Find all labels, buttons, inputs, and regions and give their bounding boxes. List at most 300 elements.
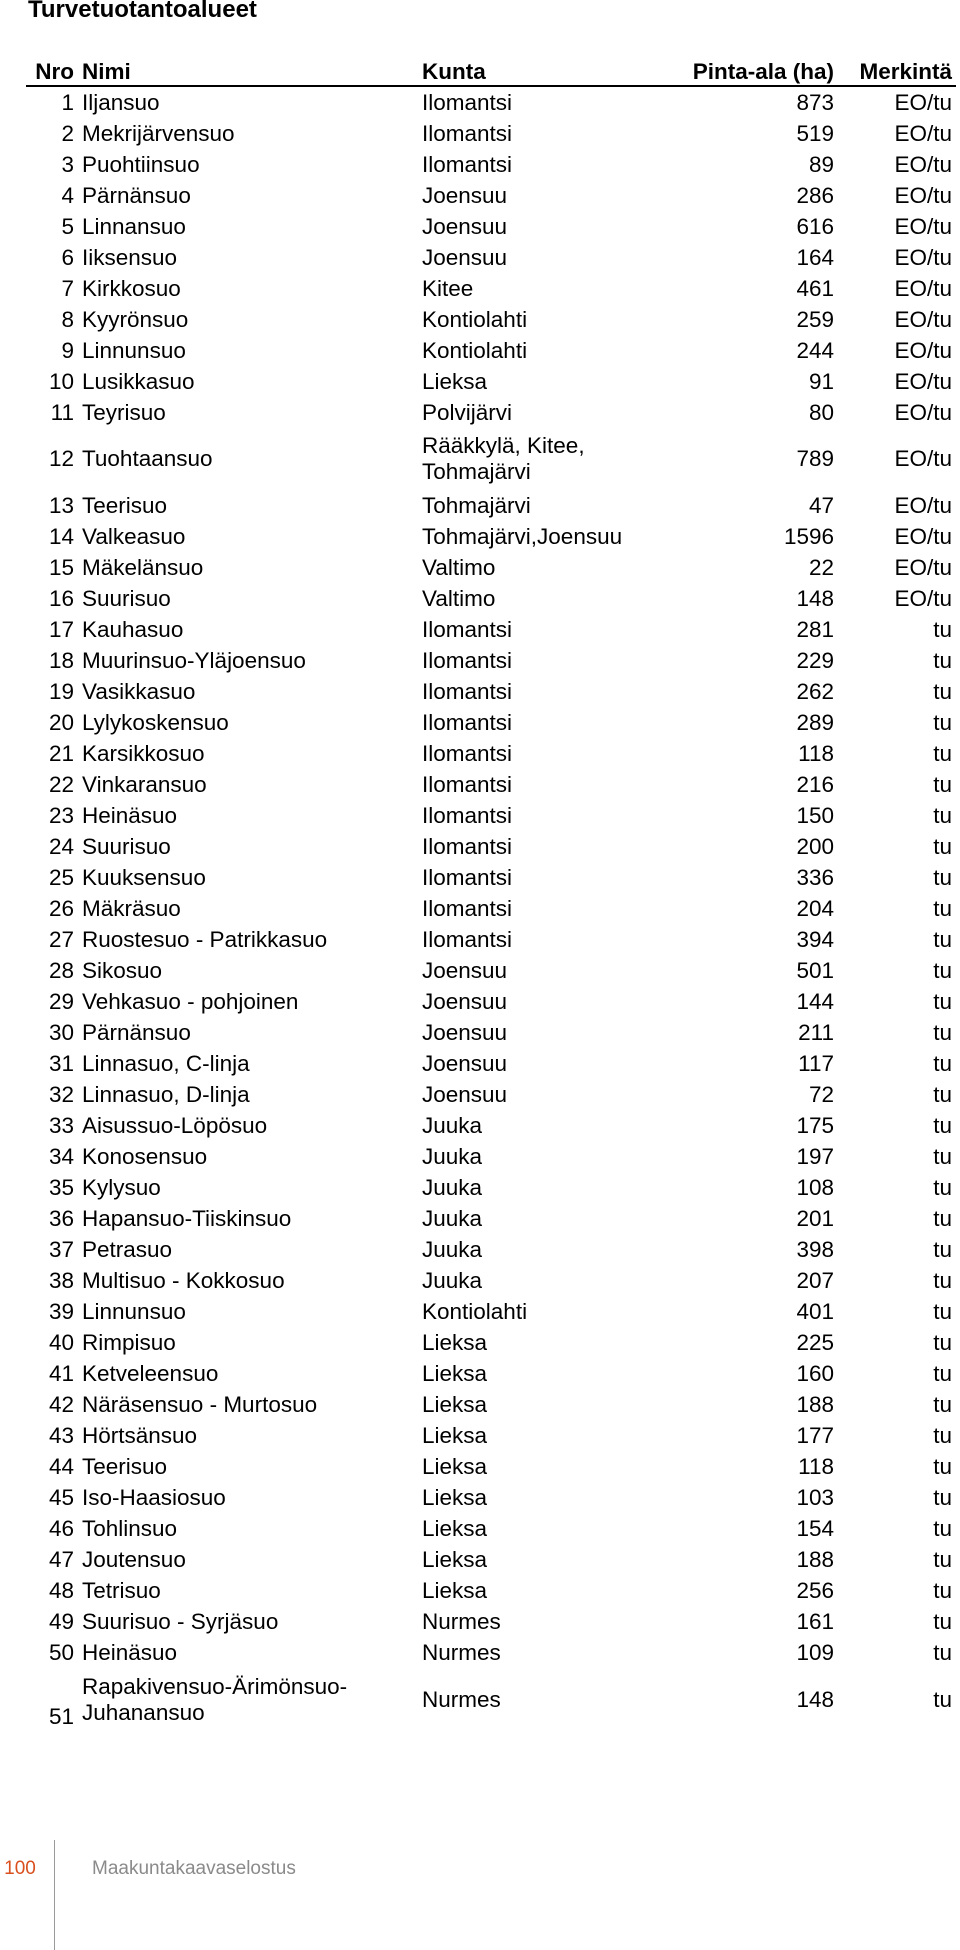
cell-merkinta: EO/tu	[894, 244, 952, 270]
cell-kunta: Lieksa	[422, 1360, 488, 1386]
table-row	[26, 676, 956, 707]
cell-kunta: Juuka	[422, 1143, 483, 1169]
cell-kunta: Ilomantsi	[422, 647, 513, 673]
cell-kunta: Joensuu	[422, 213, 508, 239]
cell-nro: 33	[48, 1112, 74, 1138]
header-nro: Nro	[26, 58, 82, 86]
cell-area: 519	[796, 120, 834, 146]
cell-merkinta: tu	[933, 1050, 952, 1076]
table-row	[26, 1110, 956, 1141]
cell-nro: 31	[48, 1050, 74, 1076]
cell-kunta: Lieksa	[422, 1422, 488, 1448]
table-row	[26, 1079, 956, 1110]
cell-kunta: Juuka	[422, 1267, 483, 1293]
cell-merkinta: EO/tu	[894, 554, 952, 580]
cell-area: 161	[796, 1608, 834, 1634]
cell-nro: 26	[48, 895, 74, 921]
cell-nro: 40	[48, 1329, 74, 1355]
cell-kunta: Lieksa	[422, 1329, 488, 1355]
cell-kunta: Juuka	[422, 1236, 483, 1262]
cell-merkinta: EO/tu	[894, 151, 952, 177]
cell-kunta: Lieksa	[422, 1515, 488, 1541]
cell-nimi: Mekrijärvensuo	[82, 120, 235, 146]
cell-area: 289	[796, 709, 834, 735]
header-nimi: Nimi	[82, 58, 422, 86]
cell-area: 118	[798, 740, 834, 766]
cell-nimi: Kauhasuo	[82, 616, 184, 642]
cell-area: 177	[796, 1422, 834, 1448]
footer-title: Maakuntakaavaselostus	[92, 1858, 296, 1879]
cell-nro: 47	[48, 1546, 74, 1572]
cell-kunta: Joensuu	[422, 957, 508, 983]
cell-nro: 2	[61, 120, 74, 146]
table-row	[26, 1451, 956, 1482]
cell-nimi: Linnansuo	[82, 213, 186, 239]
cell-nimi: Iljansuo	[82, 89, 160, 115]
cell-merkinta: tu	[933, 926, 952, 952]
cell-nro: 3	[61, 151, 74, 177]
cell-nro: 10	[48, 368, 74, 394]
cell-nimi: Kyyrönsuo	[82, 306, 189, 332]
cell-area: 201	[796, 1205, 834, 1231]
table-row	[26, 242, 956, 273]
table-header-row	[26, 58, 956, 86]
cell-merkinta: tu	[933, 1081, 952, 1107]
cell-kunta: Joensuu	[422, 182, 508, 208]
cell-nro: 38	[48, 1267, 74, 1293]
cell-kunta: Joensuu	[422, 1019, 508, 1045]
cell-nimi: Linnunsuo	[82, 337, 186, 363]
cell-merkinta: EO/tu	[894, 492, 952, 518]
cell-area: 148	[796, 585, 834, 611]
table-row	[26, 1358, 956, 1389]
cell-nro: 16	[48, 585, 74, 611]
cell-area: 117	[798, 1050, 834, 1076]
header-merkinta: Merkintä	[834, 58, 956, 86]
cell-area: 175	[796, 1112, 834, 1138]
cell-area: 160	[796, 1360, 834, 1386]
cell-kunta: Nurmes	[422, 1639, 501, 1665]
cell-merkinta: EO/tu	[894, 306, 952, 332]
cell-nimi: Teerisuo	[82, 1453, 168, 1479]
table-row	[26, 180, 956, 211]
cell-nimi: Konosensuo	[82, 1143, 208, 1169]
cell-nro: 51	[48, 1704, 74, 1729]
cell-area: 873	[796, 89, 834, 115]
table-row	[26, 1513, 956, 1544]
table-row	[26, 521, 956, 552]
cell-nro: 34	[48, 1143, 74, 1169]
cell-area: 154	[796, 1515, 834, 1541]
table-row	[26, 986, 956, 1017]
cell-area: 47	[808, 492, 834, 518]
cell-merkinta: tu	[933, 616, 952, 642]
cell-nimi: Iiksensuo	[82, 244, 178, 270]
cell-kunta: Lieksa	[422, 368, 488, 394]
table-row	[26, 614, 956, 645]
table-row	[26, 490, 956, 521]
cell-kunta: Nurmes	[422, 1608, 501, 1634]
table-row	[26, 1575, 956, 1606]
cell-kunta: Juuka	[422, 1112, 483, 1138]
cell-nimi: Pärnänsuo	[82, 182, 191, 208]
cell-nimi: Valkeasuo	[82, 523, 186, 549]
cell-nimi: Mäkräsuo	[82, 895, 181, 921]
cell-area: 103	[796, 1484, 834, 1510]
table-row	[26, 924, 956, 955]
cell-kunta: Nurmes	[422, 1687, 501, 1712]
cell-kunta: Lieksa	[422, 1577, 488, 1603]
table-row	[26, 1327, 956, 1358]
table-row	[26, 118, 956, 149]
cell-nimi: Ruostesuo - Patrikkasuo	[82, 926, 328, 952]
cell-kunta: Polvijärvi	[422, 399, 513, 425]
cell-nimi: Pärnänsuo	[82, 1019, 191, 1045]
cell-nimi: Suurisuo	[82, 585, 171, 611]
cell-merkinta: EO/tu	[894, 182, 952, 208]
cell-area: 72	[808, 1081, 834, 1107]
cell-area: 401	[796, 1298, 834, 1324]
cell-kunta: Kontiolahti	[422, 1298, 528, 1324]
cell-merkinta: tu	[933, 1236, 952, 1262]
cell-nro: 22	[48, 771, 74, 797]
table-row	[26, 1637, 956, 1668]
cell-nro: 12	[48, 446, 74, 471]
cell-nimi: Karsikkosuo	[82, 740, 205, 766]
cell-kunta: Juuka	[422, 1174, 483, 1200]
cell-nimi: Kylysuo	[82, 1174, 161, 1200]
header-area: Pinta-ala (ha)	[652, 58, 834, 86]
cell-merkinta: EO/tu	[894, 275, 952, 301]
cell-kunta: Kontiolahti	[422, 337, 528, 363]
cell-merkinta: EO/tu	[894, 399, 952, 425]
table-row	[26, 552, 956, 583]
table-row	[26, 1203, 956, 1234]
cell-merkinta: tu	[933, 1267, 952, 1293]
cell-nimi: Vasikkasuo	[82, 678, 196, 704]
cell-kunta: Ilomantsi	[422, 709, 513, 735]
cell-area: 336	[796, 864, 834, 890]
cell-nimi: Lylykoskensuo	[82, 709, 229, 735]
table-row	[26, 1389, 956, 1420]
cell-nimi: Näräsensuo - Murtosuo	[82, 1391, 318, 1417]
table-row	[26, 1234, 956, 1265]
cell-area: 216	[796, 771, 834, 797]
cell-nro: 4	[61, 182, 74, 208]
cell-nimi: Teyrisuo	[82, 399, 166, 425]
cell-kunta: Ilomantsi	[422, 120, 513, 146]
cell-merkinta: EO/tu	[894, 213, 952, 239]
cell-merkinta: tu	[933, 988, 952, 1014]
cell-area: 80	[808, 399, 834, 425]
table-row	[26, 397, 956, 428]
table-row	[26, 831, 956, 862]
cell-area: 22	[808, 554, 834, 580]
cell-nro: 25	[48, 864, 74, 890]
cell-kunta: Ilomantsi	[422, 926, 513, 952]
cell-kunta: Joensuu	[422, 1050, 508, 1076]
cell-nro: 46	[48, 1515, 74, 1541]
cell-area: 256	[796, 1577, 834, 1603]
cell-merkinta: EO/tu	[894, 120, 952, 146]
cell-area: 144	[796, 988, 834, 1014]
cell-area: 1596	[783, 523, 834, 549]
cell-nro: 39	[48, 1298, 74, 1324]
cell-kunta: Lieksa	[422, 1453, 488, 1479]
cell-nimi: Petrasuo	[82, 1236, 173, 1262]
cell-merkinta: tu	[933, 1577, 952, 1603]
cell-merkinta: tu	[933, 1019, 952, 1045]
cell-merkinta: tu	[933, 1484, 952, 1510]
cell-nro: 36	[48, 1205, 74, 1231]
table-row	[26, 335, 956, 366]
cell-nimi: Tohlinsuo	[82, 1515, 178, 1541]
cell-nimi: Kuuksensuo	[82, 864, 206, 890]
cell-nro: 35	[48, 1174, 74, 1200]
table-row	[26, 366, 956, 397]
cell-nro: 50	[48, 1639, 74, 1665]
table-row	[26, 738, 956, 769]
cell-merkinta: tu	[933, 957, 952, 983]
cell-nro: 49	[48, 1608, 74, 1634]
table-row	[26, 1017, 956, 1048]
cell-merkinta: tu	[933, 1546, 952, 1572]
cell-merkinta: tu	[933, 1329, 952, 1355]
cell-kunta: Ilomantsi	[422, 89, 513, 115]
header-kunta: Kunta	[422, 58, 652, 86]
cell-kunta: Rääkkylä, Kitee, Tohmajärvi	[422, 433, 585, 484]
cell-kunta: Ilomantsi	[422, 678, 513, 704]
cell-nro: 44	[48, 1453, 74, 1479]
cell-nimi: Vinkaransuo	[82, 771, 207, 797]
table-row	[26, 1482, 956, 1513]
cell-nro: 17	[48, 616, 74, 642]
table-body	[26, 86, 956, 1732]
table-row	[26, 955, 956, 986]
cell-merkinta: EO/tu	[894, 446, 952, 471]
cell-nro: 13	[48, 492, 74, 518]
cell-nro: 7	[61, 275, 74, 301]
cell-area: 281	[796, 616, 834, 642]
cell-nro: 8	[61, 306, 74, 332]
cell-nimi: Rimpisuo	[82, 1329, 176, 1355]
cell-area: 148	[796, 1687, 834, 1712]
cell-nimi: Hapansuo-Tiiskinsuo	[82, 1205, 292, 1231]
cell-kunta: Valtimo	[422, 585, 496, 611]
cell-merkinta: tu	[933, 1112, 952, 1138]
cell-nimi: Tuohtaansuo	[82, 446, 213, 471]
cell-merkinta: tu	[933, 1515, 952, 1541]
cell-area: 225	[796, 1329, 834, 1355]
cell-nro: 1	[61, 89, 74, 115]
cell-merkinta: tu	[933, 1205, 952, 1231]
cell-nro: 29	[48, 988, 74, 1014]
cell-merkinta: tu	[933, 802, 952, 828]
cell-kunta: Tohmajärvi,Joensuu	[422, 523, 623, 549]
cell-nimi: Teerisuo	[82, 492, 168, 518]
cell-nro: 48	[48, 1577, 74, 1603]
cell-area: 229	[796, 647, 834, 673]
cell-area: 398	[796, 1236, 834, 1262]
cell-kunta: Joensuu	[422, 1081, 508, 1107]
cell-nro: 21	[48, 740, 74, 766]
cell-merkinta: tu	[933, 1391, 952, 1417]
cell-area: 259	[796, 306, 834, 332]
table-row	[26, 893, 956, 924]
cell-nro: 28	[48, 957, 74, 983]
cell-area: 207	[796, 1267, 834, 1293]
table-row	[26, 304, 956, 335]
table-row	[26, 862, 956, 893]
cell-nro: 43	[48, 1422, 74, 1448]
cell-nro: 20	[48, 709, 74, 735]
cell-kunta: Joensuu	[422, 244, 508, 270]
cell-kunta: Tohmajärvi	[422, 492, 531, 518]
cell-area: 197	[796, 1143, 834, 1169]
cell-merkinta: tu	[933, 1298, 952, 1324]
table-row	[26, 1606, 956, 1637]
cell-merkinta: tu	[933, 1453, 952, 1479]
cell-merkinta: tu	[933, 1422, 952, 1448]
cell-nro: 5	[61, 213, 74, 239]
cell-merkinta: tu	[933, 864, 952, 890]
cell-nro: 42	[48, 1391, 74, 1417]
cell-nro: 6	[61, 244, 74, 270]
cell-nimi: Lusikkasuo	[82, 368, 195, 394]
cell-area: 164	[796, 244, 834, 270]
cell-nimi: Vehkasuo - pohjoinen	[82, 988, 299, 1014]
cell-merkinta: EO/tu	[894, 523, 952, 549]
cell-area: 211	[798, 1019, 834, 1045]
cell-nimi: Muurinsuo-Yläjoensuo	[82, 647, 306, 673]
table-row	[26, 1172, 956, 1203]
cell-area: 262	[796, 678, 834, 704]
cell-nimi: Ketveleensuo	[82, 1360, 219, 1386]
cell-nimi: Aisussuo-Löpösuo	[82, 1112, 268, 1138]
table-row	[26, 1544, 956, 1575]
cell-nro: 18	[48, 647, 74, 673]
cell-nimi: Iso-Haasiosuo	[82, 1484, 226, 1510]
table-row	[26, 583, 956, 614]
cell-nro: 15	[48, 554, 74, 580]
cell-nimi: Kirkkosuo	[82, 275, 181, 301]
cell-area: 501	[796, 957, 834, 983]
cell-kunta: Kontiolahti	[422, 306, 528, 332]
cell-merkinta: tu	[933, 771, 952, 797]
cell-merkinta: tu	[933, 740, 952, 766]
cell-nro: 14	[48, 523, 74, 549]
cell-merkinta: tu	[933, 1608, 952, 1634]
table-row	[26, 1420, 956, 1451]
cell-kunta: Ilomantsi	[422, 895, 513, 921]
cell-area: 109	[796, 1639, 834, 1665]
table-row	[26, 1296, 956, 1327]
peat-production-table	[26, 58, 956, 1732]
table-row	[26, 1265, 956, 1296]
cell-area: 394	[796, 926, 834, 952]
cell-nimi: Linnasuo, C-linja	[82, 1050, 250, 1076]
table-row	[26, 769, 956, 800]
cell-nimi: Linnunsuo	[82, 1298, 186, 1324]
cell-nimi: Linnasuo, D-linja	[82, 1081, 250, 1107]
cell-nro: 30	[48, 1019, 74, 1045]
table-row	[26, 1048, 956, 1079]
cell-nimi: Heinäsuo	[82, 802, 178, 828]
cell-nimi: Hörtsänsuo	[82, 1422, 198, 1448]
cell-kunta: Joensuu	[422, 988, 508, 1014]
cell-nro: 23	[48, 802, 74, 828]
cell-nimi: Heinäsuo	[82, 1639, 178, 1665]
cell-area: 461	[796, 275, 834, 301]
table-row	[26, 1668, 956, 1732]
cell-merkinta: tu	[933, 678, 952, 704]
cell-merkinta: EO/tu	[894, 337, 952, 363]
cell-area: 108	[796, 1174, 834, 1200]
cell-nro: 27	[48, 926, 74, 952]
cell-nimi: Tetrisuo	[82, 1577, 161, 1603]
cell-nimi: Multisuo - Kokkosuo	[82, 1267, 285, 1293]
table-row	[26, 800, 956, 831]
cell-kunta: Lieksa	[422, 1391, 488, 1417]
table-row	[26, 1141, 956, 1172]
cell-kunta: Ilomantsi	[422, 864, 513, 890]
cell-nimi: Suurisuo	[82, 833, 171, 859]
cell-kunta: Ilomantsi	[422, 833, 513, 859]
cell-merkinta: tu	[933, 647, 952, 673]
footer-divider	[54, 1840, 55, 1950]
table-row	[26, 86, 956, 118]
cell-kunta: Ilomantsi	[422, 616, 513, 642]
cell-merkinta: tu	[933, 1143, 952, 1169]
cell-nro: 41	[48, 1360, 74, 1386]
cell-nro: 11	[50, 399, 74, 425]
table-row	[26, 273, 956, 304]
cell-merkinta: tu	[933, 1174, 952, 1200]
cell-merkinta: tu	[933, 833, 952, 859]
page-title: Turvetuotantoalueet	[28, 0, 257, 23]
cell-kunta: Lieksa	[422, 1546, 488, 1572]
cell-merkinta: tu	[933, 1687, 952, 1712]
cell-area: 286	[796, 182, 834, 208]
cell-nimi: Puohtiinsuo	[82, 151, 200, 177]
table-row	[26, 149, 956, 180]
cell-area: 200	[796, 833, 834, 859]
cell-nimi: Suurisuo - Syrjäsuo	[82, 1608, 279, 1634]
cell-kunta: Valtimo	[422, 554, 496, 580]
cell-merkinta: EO/tu	[894, 89, 952, 115]
table-row	[26, 645, 956, 676]
cell-kunta: Ilomantsi	[422, 802, 513, 828]
cell-area: 244	[796, 337, 834, 363]
cell-area: 616	[796, 213, 834, 239]
cell-kunta: Ilomantsi	[422, 771, 513, 797]
cell-area: 150	[796, 802, 834, 828]
cell-area: 91	[808, 368, 834, 394]
cell-kunta: Lieksa	[422, 1484, 488, 1510]
cell-merkinta: tu	[933, 1360, 952, 1386]
cell-nimi: Joutensuo	[82, 1546, 186, 1572]
cell-nro: 32	[48, 1081, 74, 1107]
cell-merkinta: tu	[933, 895, 952, 921]
cell-area: 789	[796, 446, 834, 471]
cell-nimi: Mäkelänsuo	[82, 554, 204, 580]
cell-area: 204	[796, 895, 834, 921]
table-row	[26, 428, 956, 490]
cell-nimi: Sikosuo	[82, 957, 163, 983]
cell-kunta: Ilomantsi	[422, 740, 513, 766]
cell-kunta: Juuka	[422, 1205, 483, 1231]
cell-kunta: Ilomantsi	[422, 151, 513, 177]
